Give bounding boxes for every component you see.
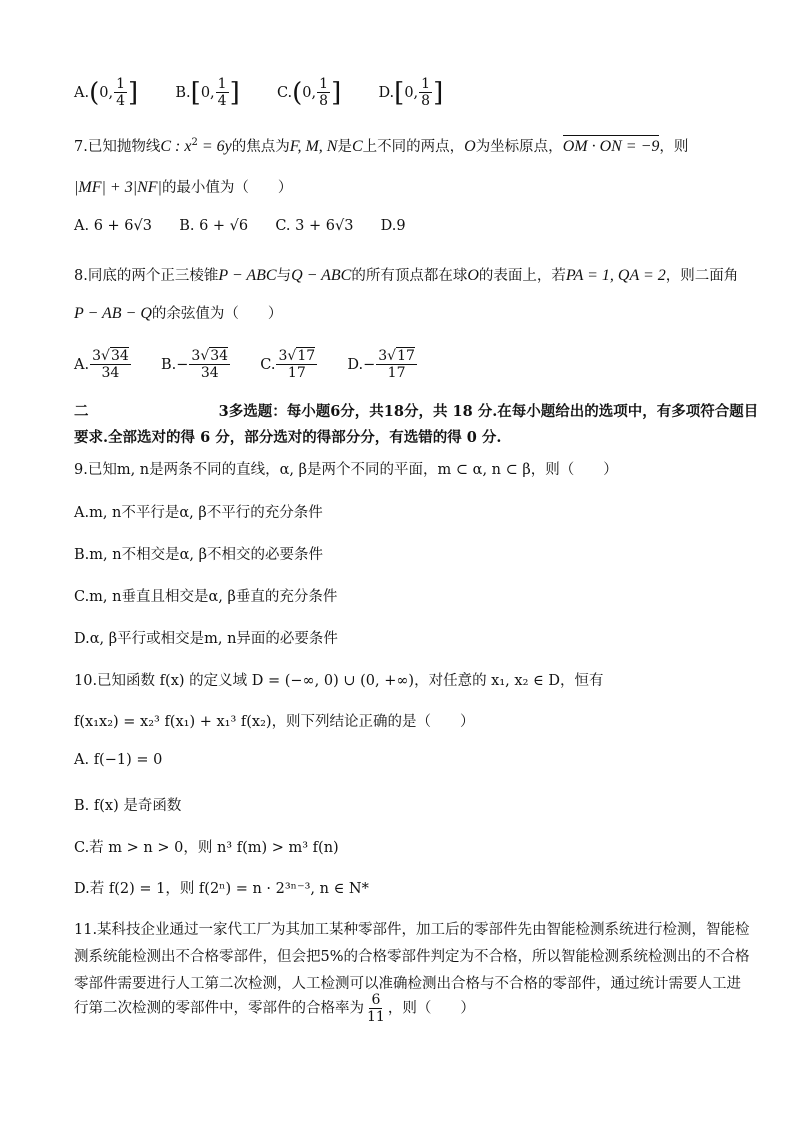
section2-heading-line1: 二 3多选题：每小题6分，共18分，共 18 分.在每小题给出的选项中，有多项符合题目 [74, 403, 759, 420]
q7-option-a: A. 6 + 6√3 [74, 218, 152, 234]
q11-line3: 零部件需要进行人工第二次检测，人工检测可以准确检测出合格与不合格的零部件，通过统计需要人工进 [74, 976, 741, 992]
q8-option-a: A. $\frac{3√34}{34}$ [74, 348, 129, 381]
q10-option-d: D.若 f(2) = 1，则 f(2ⁿ) = n · 2³ⁿ⁻³, n ∈ N* [74, 881, 369, 897]
section2-overlap-text: 3多选题：每小题6分，共18分 [218, 403, 419, 420]
q8-option-c: C. $\frac{3√17}{17}$ [260, 348, 316, 381]
section2-heading-line2: 要求.全部选对的得 6 分，部分选对的得部分分，有选错的得 0 分. [74, 429, 502, 446]
q8-stem-line2: P − AB − Q的余弦值为（ ） [74, 305, 283, 322]
q6-option-b: B.[0, $\frac{1}{4}$ ] [175, 76, 240, 109]
q11-line4: 行第二次检测的零部件中，零部件的合格率为 $\frac{6}{11}$ ，则（ ） [74, 992, 475, 1025]
q8-option-d: D.− $\frac{3√17}{17}$ [347, 348, 415, 381]
q9-stem: 9.已知m, n是两条不同的直线，α, β是两个不同的平面，m ⊂ α, n ⊂ β，则（ ） [74, 462, 618, 478]
q11-line1: 11.某科技企业通过一家代工厂为其加工某种零部件，加工后的零部件先由智能检测系统进行检测，智能检 [74, 922, 750, 938]
q11-line2: 测系统能检测出不合格零部件，但会把5%的合格零部件判定为不合格，所以智能检测系统检测出的不合格 [74, 949, 750, 965]
q6-option-a: A.(0, $\frac{1}{4}$ ] [74, 76, 139, 109]
q7-stem-line1: 7.已知抛物线C : $x^2 = 6y$的焦点为F, M, N是C上不同的两点，O为坐标原点，OM · ON = −9，则 [74, 137, 689, 155]
q6-option-c: C.(0, $\frac{1}{8}$ ] [276, 76, 342, 109]
q9-option-b: B.m, n不相交是α, β不相交的必要条件 [74, 547, 323, 563]
q10-option-a: A. f(−1) = 0 [74, 752, 163, 768]
q10-stem-line2: f(x₁x₂) = x₂³ f(x₁) + x₁³ f(x₂)，则下列结论正确的是（ ） [74, 714, 475, 730]
q9-option-c: C.m, n垂直且相交是α, β垂直的充分条件 [74, 589, 338, 605]
q7-option-b: B. 6 + √6 [179, 218, 249, 234]
q10-option-c: C.若 m > n > 0，则 n³ f(m) > m³ f(n) [74, 840, 339, 856]
q9-option-a: A.m, n不平行是α, β不平行的充分条件 [74, 505, 323, 521]
q6-option-d: D.[0, $\frac{1}{8}$ ] [378, 76, 444, 109]
q7-option-d: D.9 [380, 218, 406, 234]
section2-prefix: 二 [74, 403, 89, 420]
q10-option-b: B. f(x) 是奇函数 [74, 798, 182, 814]
q7-options [74, 218, 406, 234]
q8-option-b: B.− $\frac{3√34}{34}$ [160, 348, 229, 381]
q10-stem-line1: 10.已知函数 f(x) 的定义域 D = (−∞, 0) ∪ (0, +∞)，对任意的 x₁, x₂ ∈ D，恒有 [74, 673, 604, 689]
q7-stem-line2: |MF| + 3|NF|的最小值为（ ） [74, 179, 293, 196]
q8-stem-line1: 8.同底的两个正三棱锥P − ABC与Q − ABC的所有顶点都在球O的表面上，若PA = 1, QA = 2，则二面角 [74, 267, 739, 284]
q6-options [74, 76, 443, 109]
q7-option-c: C. 3 + 6√3 [275, 218, 354, 234]
q8-options [74, 348, 418, 381]
q9-option-d: D.α, β平行或相交是m, n异面的必要条件 [74, 631, 338, 647]
